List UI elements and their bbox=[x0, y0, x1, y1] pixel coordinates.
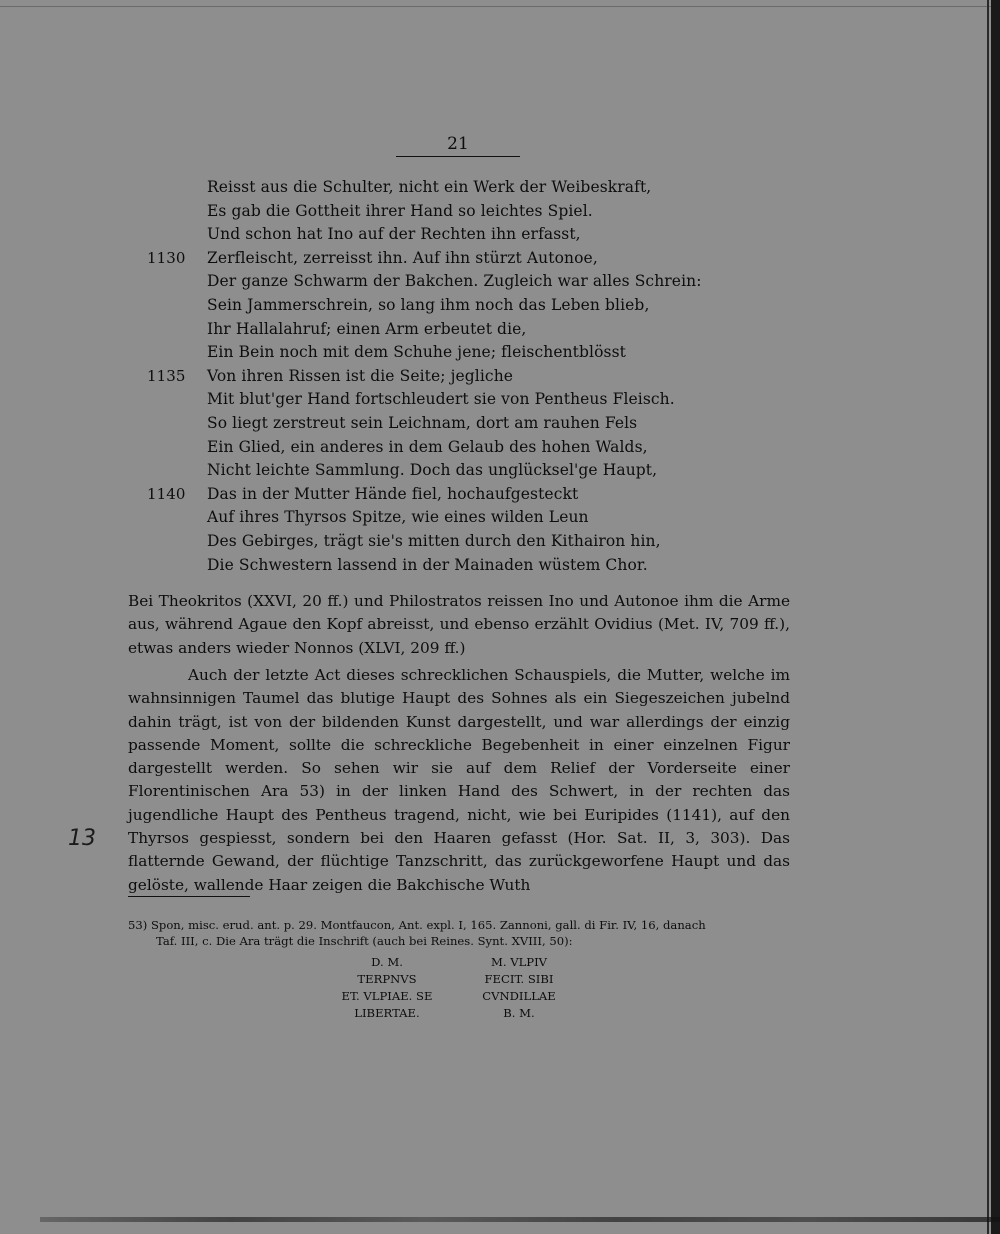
verse-text: Ihr Hallalahruf; einen Arm erbeutet die, bbox=[207, 319, 527, 338]
inscription-line: B. M. bbox=[503, 1006, 535, 1020]
verse-text: Das in der Mutter Hände fiel, hochaufgesteckt bbox=[207, 484, 579, 503]
verse-text: Es gab die Gottheit ihrer Hand so leichtes Spiel. bbox=[207, 201, 593, 220]
handwritten-margin-note: 13 bbox=[68, 826, 96, 851]
page-number-rule bbox=[396, 156, 520, 157]
verse-line bbox=[0, 436, 1000, 460]
inscription-line: FECIT. SIBI bbox=[484, 972, 554, 986]
inscription-right-column bbox=[454, 954, 584, 1022]
footnote-line-2: Taf. III, c. Die Ara trägt die Inschrift (auch bei Reines. Synt. XVIII, 50): bbox=[156, 934, 573, 948]
bottom-scan-edge bbox=[40, 1217, 1000, 1222]
verse-line bbox=[0, 341, 1000, 365]
verse-text: Zerfleischt, zerreisst ihn. Auf ihn stürzt Autonoe, bbox=[207, 248, 598, 267]
inscription-line: CVNDILLAE bbox=[482, 989, 556, 1003]
line-number: 1140 bbox=[147, 484, 186, 503]
verse-text: Mit blut'ger Hand fortschleudert sie von Pentheus Fleisch. bbox=[207, 390, 675, 409]
verse-line bbox=[0, 530, 1000, 554]
footnote bbox=[128, 917, 790, 949]
verse-line bbox=[0, 318, 1000, 342]
book-binding-edge bbox=[991, 0, 1000, 1234]
verse-text: Der ganze Schwarm der Bakchen. Zugleich war alles Schrein: bbox=[207, 272, 702, 291]
paragraph-2 bbox=[128, 664, 790, 897]
top-edge bbox=[0, 6, 1000, 7]
inscription-line: LIBERTAE. bbox=[354, 1006, 420, 1020]
verse-text: Des Gebirges, trägt sie's mitten durch den Kithairon hin, bbox=[207, 531, 661, 550]
inscription-line: ET. VLPIAE. SE bbox=[341, 989, 433, 1003]
verse-text: Reisst aus die Schulter, nicht ein Werk der Weibeskraft, bbox=[207, 178, 652, 196]
verse-line bbox=[0, 223, 1000, 247]
verse-line bbox=[0, 247, 1000, 271]
footnote-line-1: 53) Spon, misc. erud. ant. p. 29. Montfaucon, Ant. expl. I, 165. Zannoni, gall. di Fir. IV, 16, danach bbox=[128, 918, 706, 932]
paragraph-2-text: Auch der letzte Act dieses schrecklichen Schauspiels, die Mutter, welche im wahnsinnigen Taumel das blutige Haupt des Sohnes als ein Siegeszeichen jubelnd dahin trägt, ist von der bildenden Kunst dargestellt, und war allerdings der einzig passende Moment, sollte die schreckliche Begebenheit in einer einzelnen Figur dargestellt werden. So sehen wir sie auf dem Relief der Vorderseite einer Florentinischen Ara 53) in der linken Hand des Schwert, in der rechten das jugendliche Haupt des Pentheus tragend, nicht, wie bei Euripides (1141), auf den Thyrsos gespiesst, sondern bei den Haaren gefasst (Hor. Sat. II, 3, 303). Das flatternde Gewand, der flüchtige Tanzschritt, das zurückgeworfene Haupt und das gelöste, wallende Haar zeigen die Bakchische Wuth bbox=[128, 666, 790, 894]
line-number: 1130 bbox=[147, 248, 186, 267]
verse-text: Ein Glied, ein anderes in dem Gelaub des hohen Walds, bbox=[207, 437, 648, 456]
verse-text: Auf ihres Thyrsos Spitze, wie eines wilden Leun bbox=[207, 508, 589, 527]
verse-line bbox=[0, 294, 1000, 318]
book-binding-line bbox=[987, 0, 989, 1234]
verse-text: Die Schwestern lassend in der Mainaden wüstem Chor. bbox=[207, 555, 648, 574]
verse-line bbox=[0, 176, 1000, 200]
verse-line bbox=[0, 483, 1000, 507]
verse-text: Von ihren Rissen ist die Seite; jegliche bbox=[207, 366, 514, 385]
verse-line bbox=[0, 270, 1000, 294]
verse-block bbox=[0, 176, 1000, 577]
verse-text: Ein Bein noch mit dem Schuhe jene; fleischentblösst bbox=[207, 343, 626, 362]
verse-line bbox=[0, 388, 1000, 412]
verse-line bbox=[0, 412, 1000, 436]
verse-line bbox=[0, 506, 1000, 530]
verse-line bbox=[0, 365, 1000, 389]
line-number: 1135 bbox=[147, 366, 186, 385]
paragraph-1-text: Bei Theokritos (XXVI, 20 ff.) und Philostratos reissen Ino und Autonoe ihm die Arme aus, während Agaue den Kopf abreisst, und ebenso erzählt Ovidius (Met. IV, 709 ff.), etwas anders wieder Nonnos (XLVI, 209 ff.) bbox=[128, 592, 790, 657]
verse-line bbox=[0, 459, 1000, 483]
paragraph-1 bbox=[128, 590, 790, 660]
page-number: 21 bbox=[447, 134, 469, 154]
inscription-line: D. M. bbox=[371, 955, 403, 969]
inscription-left-column bbox=[322, 954, 452, 1022]
verse-line bbox=[0, 554, 1000, 578]
verse-text: Nicht leichte Sammlung. Doch das unglücksel'ge Haupt, bbox=[207, 461, 658, 480]
footnote-rule bbox=[128, 896, 250, 897]
verse-text: Und schon hat Ino auf der Rechten ihn erfasst, bbox=[207, 225, 581, 244]
inscription-line: M. VLPIV bbox=[490, 955, 548, 969]
verse-text: Sein Jammerschrein, so lang ihm noch das Leben blieb, bbox=[207, 295, 650, 314]
inscription-line: TERPNVS bbox=[357, 972, 417, 986]
verse-line bbox=[0, 200, 1000, 224]
verse-text: So liegt zerstreut sein Leichnam, dort am rauhen Fels bbox=[207, 413, 638, 432]
